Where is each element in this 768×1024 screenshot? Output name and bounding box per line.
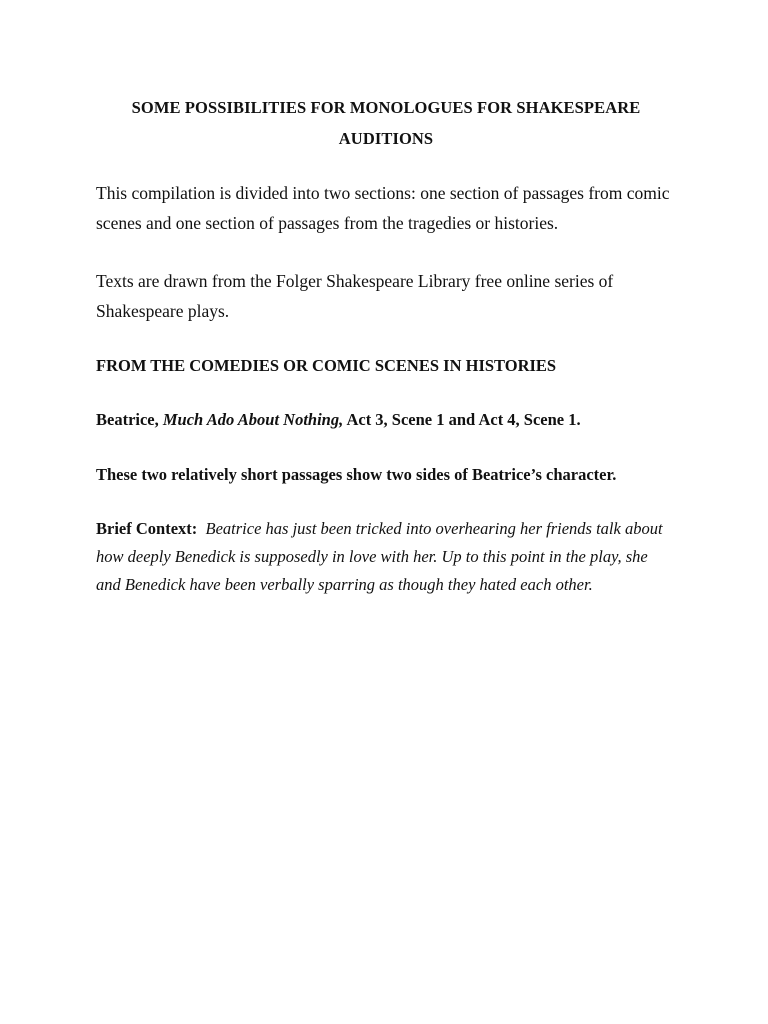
context-text: Beatrice has just been tricked into overhearing her friends talk about how deeply Benedick is supposedly in love with her. Up to this point in the play, she and Benedick have been verbally sparring as though they hated each other. [96,519,663,594]
entry-character: Beatrice, [96,410,163,429]
section-heading: FROM THE COMEDIES OR COMIC SCENES IN HISTORIES [96,356,557,375]
entry-heading [96,408,696,432]
entry-location: Act 3, Scene 1 and Act 4, Scene 1. [343,410,581,429]
entry-play-title: Much Ado About Nothing, [162,410,344,429]
entry-note: These two relatively short passages show two sides of Beatrice’s character. [96,465,617,484]
intro-paragraph: This compilation is divided into two sections: one section of passages from comic scenes and one section of passages from the tragedies or histories. [96,183,670,233]
document-title: SOME POSSIBILITIES FOR MONOLOGUES FOR SHAKESPEARE AUDITIONS [131,98,641,148]
source-paragraph: Texts are drawn from the Folger Shakespeare Library free online series of Shakespeare plays. [96,271,614,321]
context-label: Brief Context: [96,519,198,538]
brief-context [96,515,676,599]
